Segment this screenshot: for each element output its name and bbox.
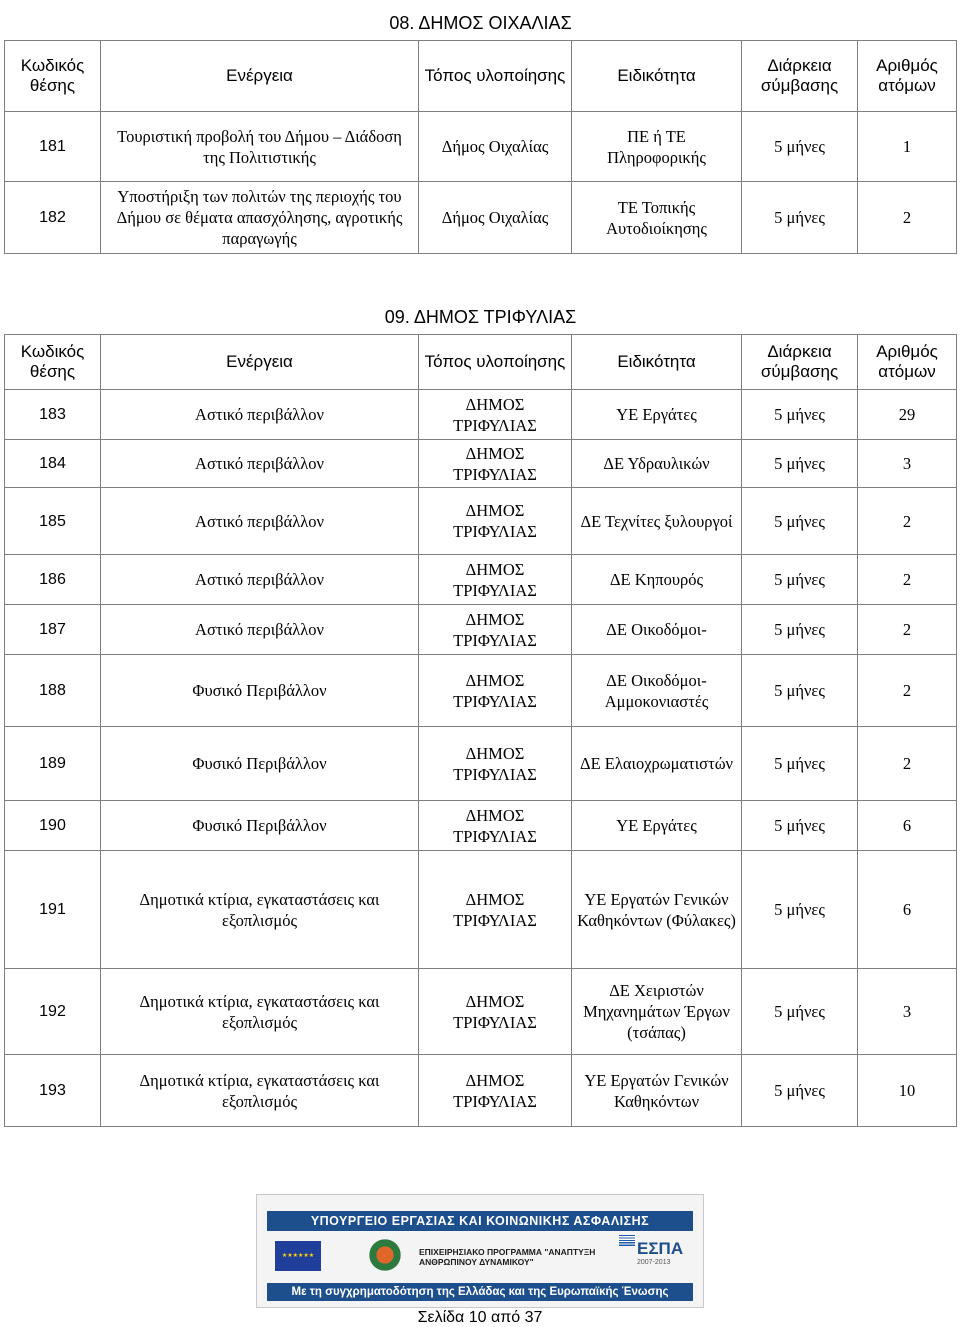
cell-count: 2 <box>858 182 957 254</box>
table-row <box>5 182 957 254</box>
cell-duration: 5 μήνες <box>742 440 858 488</box>
cell-place: ΔΗΜΟΣ ΤΡΙΦΥΛΙΑΣ <box>419 851 572 969</box>
espa-logo <box>617 1239 684 1269</box>
cell-specialty: ΥΕ Εργατών Γενικών Καθηκόντων (Φύλακες) <box>572 851 742 969</box>
cell-specialty: ΥΕ Εργατών Γενικών Καθηκόντων <box>572 1055 742 1127</box>
cell-code: 189 <box>5 727 101 801</box>
header-code: Κωδικός θέσης <box>5 335 101 390</box>
cell-specialty: ΔΕ Οικοδόμοι-Αμμοκονιαστές <box>572 655 742 727</box>
cell-specialty: ΥΕ Εργάτες <box>572 801 742 851</box>
section-title: 08. ΔΗΜΟΣ ΟΙΧΑΛΙΑΣ <box>5 4 957 41</box>
cell-code: 181 <box>5 112 101 182</box>
cell-action: Φυσικό Περιβάλλον <box>101 727 419 801</box>
cell-action: Δημοτικά κτίρια, εγκαταστάσεις και εξοπλισμός <box>101 851 419 969</box>
header-code: Κωδικός θέσης <box>5 41 101 112</box>
cell-action: Τουριστική προβολή του Δήμου – Διάδοση της Πολιτιστικής <box>101 112 419 182</box>
cell-place: ΔΗΜΟΣ ΤΡΙΦΥΛΙΑΣ <box>419 969 572 1055</box>
cell-specialty: ΤΕ Τοπικής Αυτοδιοίκησης <box>572 182 742 254</box>
cell-action: Δημοτικά κτίρια, εγκαταστάσεις και εξοπλισμός <box>101 969 419 1055</box>
cell-place: ΔΗΜΟΣ ΤΡΙΦΥΛΙΑΣ <box>419 655 572 727</box>
section-title: 09. ΔΗΜΟΣ ΤΡΙΦΥΛΙΑΣ <box>5 298 957 335</box>
cell-count: 10 <box>858 1055 957 1127</box>
header-place: Τόπος υλοποίησης <box>419 335 572 390</box>
cell-action: Αστικό περιβάλλον <box>101 605 419 655</box>
header-count: Αριθμός ατόμων <box>858 335 957 390</box>
cell-action: Αστικό περιβάλλον <box>101 390 419 440</box>
cell-duration: 5 μήνες <box>742 488 858 555</box>
table-row <box>5 555 957 605</box>
table-row <box>5 112 957 182</box>
cell-code: 182 <box>5 182 101 254</box>
cell-place: ΔΗΜΟΣ ΤΡΙΦΥΛΙΑΣ <box>419 801 572 851</box>
header-specialty: Ειδικότητα <box>572 41 742 112</box>
table-row <box>5 851 957 969</box>
table-row <box>5 655 957 727</box>
header-place: Τόπος υλοποίησης <box>419 41 572 112</box>
table-row <box>5 440 957 488</box>
cell-count: 2 <box>858 727 957 801</box>
cell-duration: 5 μήνες <box>742 605 858 655</box>
header-count: Αριθμός ατόμων <box>858 41 957 112</box>
cell-count: 6 <box>858 801 957 851</box>
cell-duration: 5 μήνες <box>742 655 858 727</box>
cell-code: 192 <box>5 969 101 1055</box>
cell-count: 1 <box>858 112 957 182</box>
table-row <box>5 605 957 655</box>
cell-code: 185 <box>5 488 101 555</box>
cell-action: Αστικό περιβάλλον <box>101 440 419 488</box>
table-dimos-trifylias <box>4 298 957 1127</box>
header-specialty: Ειδικότητα <box>572 335 742 390</box>
cell-count: 6 <box>858 851 957 969</box>
cell-place: ΔΗΜΟΣ ΤΡΙΦΥΛΙΑΣ <box>419 440 572 488</box>
cell-action: Υποστήριξη των πολιτών της περιοχής του Δήμου σε θέματα απασχόλησης, αγροτικής παραγωγής <box>101 182 419 254</box>
espa-years: 2007-2013 <box>637 1259 671 1266</box>
cell-duration: 5 μήνες <box>742 1055 858 1127</box>
table-row <box>5 969 957 1055</box>
cell-code: 187 <box>5 605 101 655</box>
cell-duration: 5 μήνες <box>742 182 858 254</box>
table-row <box>5 727 957 801</box>
cell-place: ΔΗΜΟΣ ΤΡΙΦΥΛΙΑΣ <box>419 605 572 655</box>
cell-code: 183 <box>5 390 101 440</box>
cell-count: 3 <box>858 440 957 488</box>
table-row <box>5 801 957 851</box>
cell-code: 186 <box>5 555 101 605</box>
cell-specialty: ΔΕ Υδραυλικών <box>572 440 742 488</box>
cell-place: Δήμος Οιχαλίας <box>419 112 572 182</box>
cell-code: 188 <box>5 655 101 727</box>
ministry-banner: ΥΠΟΥΡΓΕΙΟ ΕΡΓΑΣΙΑΣ ΚΑΙ ΚΟΙΝΩΝΙΚΗΣ ΑΣΦΑΛΙΣΗΣ <box>267 1211 693 1231</box>
cell-code: 190 <box>5 801 101 851</box>
cell-place: ΔΗΜΟΣ ΤΡΙΦΥΛΙΑΣ <box>419 1055 572 1127</box>
cell-specialty: ΔΕ Οικοδόμοι- <box>572 605 742 655</box>
header-action: Ενέργεια <box>101 335 419 390</box>
cell-count: 2 <box>858 488 957 555</box>
header-duration: Διάρκεια σύμβασης <box>742 335 858 390</box>
program-name: ΕΠΙΧΕΙΡΗΣΙΑΚΟ ΠΡΟΓΡΑΜΜΑ "ΑΝΑΠΤΥΞΗ ΑΝΘΡΩΠΙΝΟΥ ΔΥΝΑΜΙΚΟΥ" <box>419 1247 596 1267</box>
cell-action: Αστικό περιβάλλον <box>101 555 419 605</box>
cell-count: 2 <box>858 655 957 727</box>
cell-duration: 5 μήνες <box>742 112 858 182</box>
cell-count: 29 <box>858 390 957 440</box>
cell-action: Φυσικό Περιβάλλον <box>101 801 419 851</box>
page-number: Σελίδα 10 από 37 <box>417 1309 543 1326</box>
cofunding-text: Με τη συγχρηματοδότηση της Ελλάδας και της Ευρωπαϊκής Ένωσης <box>267 1283 693 1301</box>
cell-specialty: ΔΕ Τεχνίτες ξυλουργοί <box>572 488 742 555</box>
table-dimos-oichalias <box>4 4 957 254</box>
cell-specialty: ΠΕ ή ΤΕ Πληροφορικής <box>572 112 742 182</box>
cell-place: Δήμος Οιχαλίας <box>419 182 572 254</box>
cofunding-logo-banner <box>256 1194 704 1308</box>
cell-duration: 5 μήνες <box>742 801 858 851</box>
header-action: Ενέργεια <box>101 41 419 112</box>
cell-action: Δημοτικά κτίρια, εγκαταστάσεις και εξοπλισμός <box>101 1055 419 1127</box>
cell-specialty: ΥΕ Εργάτες <box>572 390 742 440</box>
cell-count: 3 <box>858 969 957 1055</box>
cell-action: Φυσικό Περιβάλλον <box>101 655 419 727</box>
cell-count: 2 <box>858 605 957 655</box>
program-emblem-icon <box>365 1235 405 1275</box>
cell-code: 191 <box>5 851 101 969</box>
cell-duration: 5 μήνες <box>742 555 858 605</box>
cell-specialty: ΔΕ Ελαιοχρωματιστών <box>572 727 742 801</box>
cell-place: ΔΗΜΟΣ ΤΡΙΦΥΛΙΑΣ <box>419 555 572 605</box>
cell-code: 193 <box>5 1055 101 1127</box>
espa-label: ΕΣΠΑ <box>637 1239 684 1258</box>
cell-duration: 5 μήνες <box>742 390 858 440</box>
cell-place: ΔΗΜΟΣ ΤΡΙΦΥΛΙΑΣ <box>419 488 572 555</box>
eu-flag-icon: ★★★★★★ <box>275 1241 321 1271</box>
header-duration: Διάρκεια σύμβασης <box>742 41 858 112</box>
cell-duration: 5 μήνες <box>742 727 858 801</box>
cell-specialty: ΔΕ Χειριστών Μηχανημάτων Έργων (τσάπας) <box>572 969 742 1055</box>
table-row <box>5 390 957 440</box>
table-row <box>5 488 957 555</box>
cell-place: ΔΗΜΟΣ ΤΡΙΦΥΛΙΑΣ <box>419 390 572 440</box>
cell-code: 184 <box>5 440 101 488</box>
cell-count: 2 <box>858 555 957 605</box>
cell-place: ΔΗΜΟΣ ΤΡΙΦΥΛΙΑΣ <box>419 727 572 801</box>
table-row <box>5 1055 957 1127</box>
cell-duration: 5 μήνες <box>742 851 858 969</box>
cell-specialty: ΔΕ Κηπουρός <box>572 555 742 605</box>
cell-duration: 5 μήνες <box>742 969 858 1055</box>
cell-action: Αστικό περιβάλλον <box>101 488 419 555</box>
